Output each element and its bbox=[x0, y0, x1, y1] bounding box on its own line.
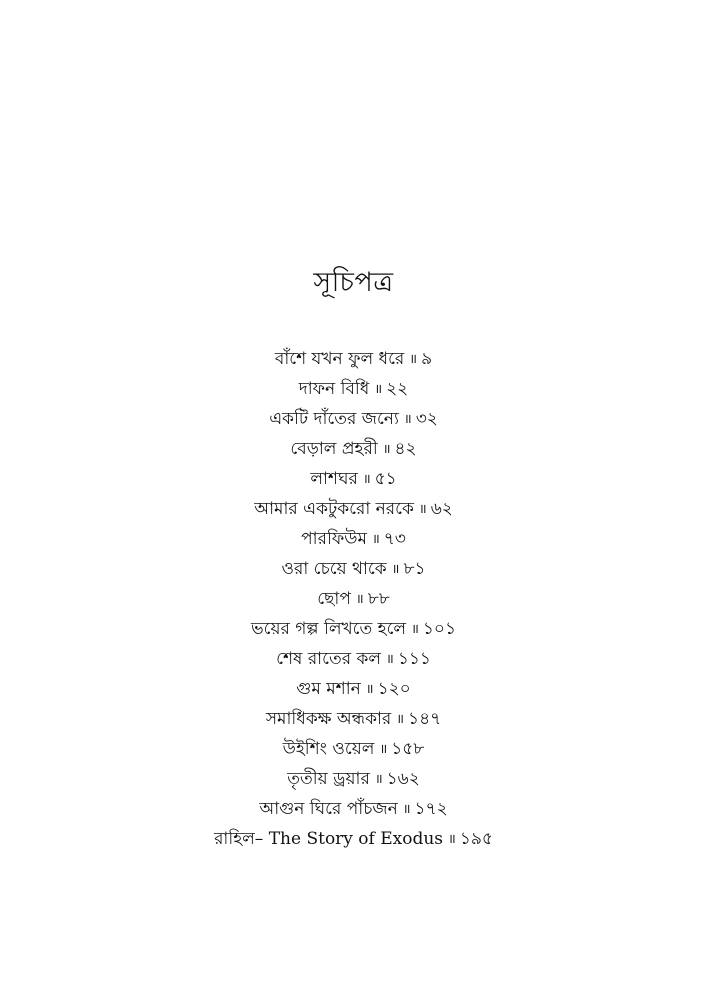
entry-title: পারফিউম bbox=[301, 529, 367, 549]
entry-separator: ॥ bbox=[402, 802, 410, 817]
entry-page-number: ১২০ bbox=[377, 679, 411, 699]
entry-separator: ॥ bbox=[355, 592, 363, 607]
entry-page-number: ১০১ bbox=[422, 619, 456, 639]
entry-page-number: ৭৩ bbox=[383, 529, 406, 549]
entry-title: আমার একটুকরো নরকে bbox=[254, 499, 414, 519]
entry-separator: ॥ bbox=[448, 832, 455, 847]
toc-entry bbox=[0, 734, 707, 764]
entry-page-number: ১১১ bbox=[397, 649, 431, 669]
entry-page-number: ১৪৭ bbox=[408, 709, 442, 729]
entry-separator: ॥ bbox=[362, 472, 370, 487]
entry-title: একটি দাঁতের জন্যে bbox=[269, 409, 399, 429]
toc-entry bbox=[0, 704, 707, 734]
entry-page-number: ৩২ bbox=[415, 409, 438, 429]
entry-separator: ॥ bbox=[371, 532, 379, 547]
toc-entry bbox=[0, 554, 707, 584]
toc-entry bbox=[0, 584, 707, 614]
entry-title: বেড়াল প্রহরী bbox=[290, 439, 378, 459]
entry-title: শেষ রাতের কল bbox=[276, 649, 382, 669]
entry-title: ওরা চেয়ে থাকে bbox=[281, 559, 387, 579]
table-of-contents bbox=[0, 344, 707, 854]
entry-separator: ॥ bbox=[386, 652, 393, 667]
entry-separator: ॥ bbox=[374, 382, 382, 397]
entry-page-number: ৬২ bbox=[430, 499, 453, 519]
page-title: সূচিপত্র bbox=[313, 267, 394, 298]
entry-page-number: ১৭২ bbox=[414, 799, 448, 819]
entry-page-number: ৪২ bbox=[394, 439, 417, 459]
entry-title: তৃতীয় ড্রয়ার bbox=[287, 769, 370, 789]
entry-title: আগুন ঘিরে পাঁচজন bbox=[259, 799, 398, 819]
entry-title: ভয়ের গল্প লিখতে হলে bbox=[251, 619, 407, 639]
entry-title: বাঁশে যখন ফুল ধরে bbox=[274, 349, 405, 369]
toc-entry bbox=[0, 524, 707, 554]
entry-title: ছোপ bbox=[317, 589, 351, 609]
toc-entry bbox=[0, 464, 707, 494]
toc-entry bbox=[0, 764, 707, 794]
entry-page-number: ২২ bbox=[386, 379, 409, 399]
entry-separator: ॥ bbox=[365, 682, 373, 697]
toc-entry bbox=[0, 494, 707, 524]
entry-separator: ॥ bbox=[379, 742, 387, 757]
entry-separator: ॥ bbox=[418, 502, 426, 517]
entry-title: লাশঘর bbox=[310, 469, 358, 489]
entry-separator: ॥ bbox=[391, 562, 399, 577]
entry-separator: ॥ bbox=[374, 772, 382, 787]
entry-title: রাহিল– The Story of Exodus bbox=[214, 829, 444, 849]
entry-page-number: ৫১ bbox=[374, 469, 397, 489]
entry-title: উইশিং ওয়েল bbox=[282, 739, 375, 759]
toc-entry bbox=[0, 344, 707, 374]
entry-page-number: ৮৮ bbox=[367, 589, 390, 609]
toc-entry bbox=[0, 674, 707, 704]
entry-separator: ॥ bbox=[396, 712, 404, 727]
entry-page-number: ১৯৫ bbox=[459, 829, 493, 849]
entry-separator: ॥ bbox=[403, 412, 411, 427]
entry-separator: ॥ bbox=[382, 442, 390, 457]
toc-entry bbox=[0, 434, 707, 464]
toc-entry bbox=[0, 374, 707, 404]
entry-title: গুম মশান bbox=[296, 679, 361, 699]
toc-entry bbox=[0, 824, 707, 854]
entry-title: সমাধিকক্ষ অন্ধকার bbox=[265, 709, 392, 729]
entry-separator: ॥ bbox=[409, 352, 417, 367]
entry-page-number: ১৬২ bbox=[386, 769, 420, 789]
toc-entry bbox=[0, 404, 707, 434]
entry-page-number: ১৫৮ bbox=[391, 739, 425, 759]
entry-title: দাফন বিধি bbox=[298, 379, 370, 399]
toc-entry bbox=[0, 794, 707, 824]
entry-page-number: ৮১ bbox=[403, 559, 426, 579]
toc-entry bbox=[0, 614, 707, 644]
entry-separator: ॥ bbox=[411, 622, 418, 637]
entry-page-number: ৯ bbox=[421, 349, 433, 369]
toc-entry bbox=[0, 644, 707, 674]
